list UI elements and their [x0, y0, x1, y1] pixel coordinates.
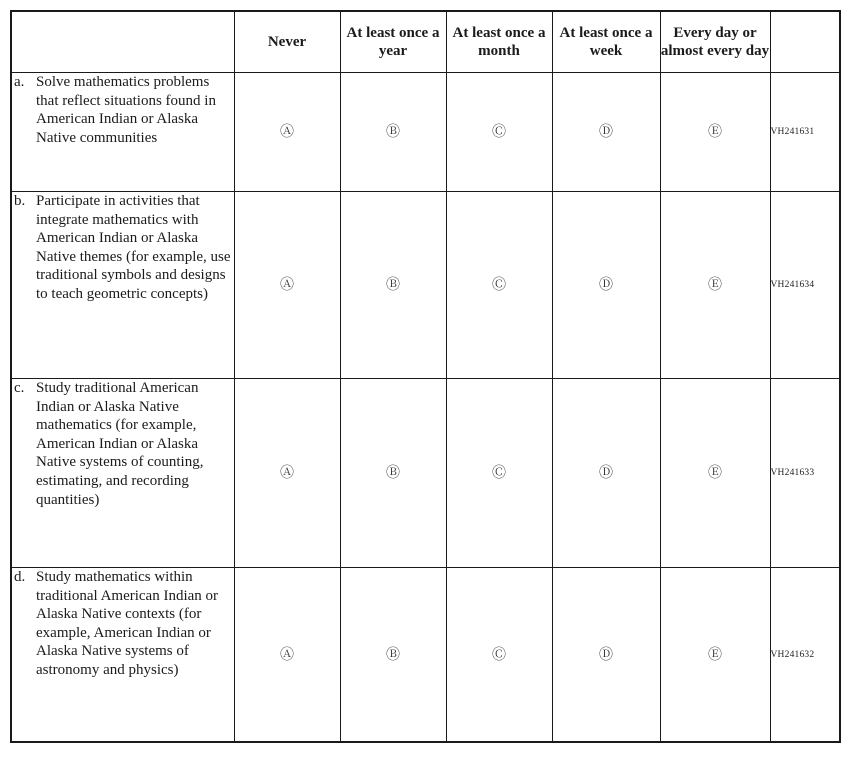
header-code-blank: [770, 11, 840, 73]
bubble-a-icon[interactable]: Ⓐ: [280, 124, 294, 140]
bubble-d-icon[interactable]: Ⓓ: [599, 124, 613, 140]
answer-cell-never[interactable]: [234, 192, 340, 379]
row-label-cell: [11, 192, 234, 379]
item-code: VH241632: [770, 568, 840, 743]
bubble-a-icon[interactable]: Ⓐ: [280, 465, 294, 481]
column-header-never: Never: [234, 11, 340, 73]
bubble-e-icon[interactable]: Ⓔ: [708, 646, 722, 663]
answer-cell-daily[interactable]: [660, 379, 770, 568]
answer-cell-year[interactable]: [340, 568, 446, 743]
bubble-d-icon[interactable]: Ⓓ: [599, 465, 613, 481]
answer-cell-year[interactable]: [340, 379, 446, 568]
row-statement: Solve mathematics problems that reflect situations found in American Indian or Alaska Native communities: [36, 74, 216, 146]
answer-cell-week[interactable]: [552, 192, 660, 379]
column-header-every-day: Every day or almost every day: [660, 11, 770, 73]
bubble-c-icon[interactable]: Ⓒ: [492, 124, 506, 140]
row-letter: d.: [14, 569, 26, 585]
bubble-c-icon[interactable]: Ⓒ: [492, 646, 506, 663]
answer-cell-daily[interactable]: [660, 192, 770, 379]
answer-cell-month[interactable]: [446, 568, 552, 743]
bubble-b-icon[interactable]: Ⓑ: [386, 646, 400, 663]
row-label-cell: [11, 73, 234, 192]
column-header-once-a-year: At least once a year: [340, 11, 446, 73]
answer-cell-daily[interactable]: [660, 73, 770, 192]
item-code: VH241634: [770, 192, 840, 379]
bubble-a-icon[interactable]: Ⓐ: [280, 646, 294, 663]
answer-cell-week[interactable]: [552, 568, 660, 743]
item-code: VH241631: [770, 73, 840, 192]
answer-cell-never[interactable]: [234, 379, 340, 568]
row-letter: b.: [14, 193, 26, 209]
answer-cell-week[interactable]: [552, 379, 660, 568]
answer-cell-never[interactable]: [234, 568, 340, 743]
row-label-cell: [11, 379, 234, 568]
header-stem-blank: [11, 11, 234, 73]
header-row: [11, 11, 840, 73]
bubble-d-icon[interactable]: Ⓓ: [599, 277, 613, 293]
column-header-once-a-month: At least once a month: [446, 11, 552, 73]
bubble-c-icon[interactable]: Ⓒ: [492, 277, 506, 293]
answer-cell-year[interactable]: [340, 192, 446, 379]
bubble-e-icon[interactable]: Ⓔ: [708, 124, 722, 140]
bubble-b-icon[interactable]: Ⓑ: [386, 277, 400, 293]
bubble-c-icon[interactable]: Ⓒ: [492, 465, 506, 481]
answer-cell-never[interactable]: [234, 73, 340, 192]
bubble-d-icon[interactable]: Ⓓ: [599, 646, 613, 663]
row-letter: c.: [14, 380, 25, 396]
answer-cell-daily[interactable]: [660, 568, 770, 743]
row-statement: Participate in activities that integrate mathematics with American Indian or Alaska Native themes (for example, use traditional symbols and designs to teach geometric concepts): [36, 193, 231, 302]
answer-cell-month[interactable]: [446, 192, 552, 379]
frequency-response-table: [10, 10, 841, 743]
bubble-a-icon[interactable]: Ⓐ: [280, 277, 294, 293]
bubble-e-icon[interactable]: Ⓔ: [708, 465, 722, 481]
column-header-once-a-week: At least once a week: [552, 11, 660, 73]
bubble-b-icon[interactable]: Ⓑ: [386, 465, 400, 481]
answer-cell-week[interactable]: [552, 73, 660, 192]
table-row-a: [11, 73, 840, 192]
answer-cell-year[interactable]: [340, 73, 446, 192]
answer-cell-month[interactable]: [446, 73, 552, 192]
row-letter: a.: [14, 74, 25, 90]
table-row-b: [11, 192, 840, 379]
table-row-c: [11, 379, 840, 568]
answer-cell-month[interactable]: [446, 379, 552, 568]
row-statement: Study traditional American Indian or Alaska Native mathematics (for example, American Indian or Alaska Native systems of counting, estimating, and recording quantities): [36, 380, 204, 508]
row-statement: Study mathematics within traditional American Indian or Alaska Native contexts (for example, American Indian or Alaska Native systems of astronomy and physics): [36, 569, 219, 678]
table-row-d: [11, 568, 840, 743]
item-code: VH241633: [770, 379, 840, 568]
row-label-cell: [11, 568, 234, 743]
bubble-e-icon[interactable]: Ⓔ: [708, 277, 722, 293]
bubble-b-icon[interactable]: Ⓑ: [386, 124, 400, 140]
